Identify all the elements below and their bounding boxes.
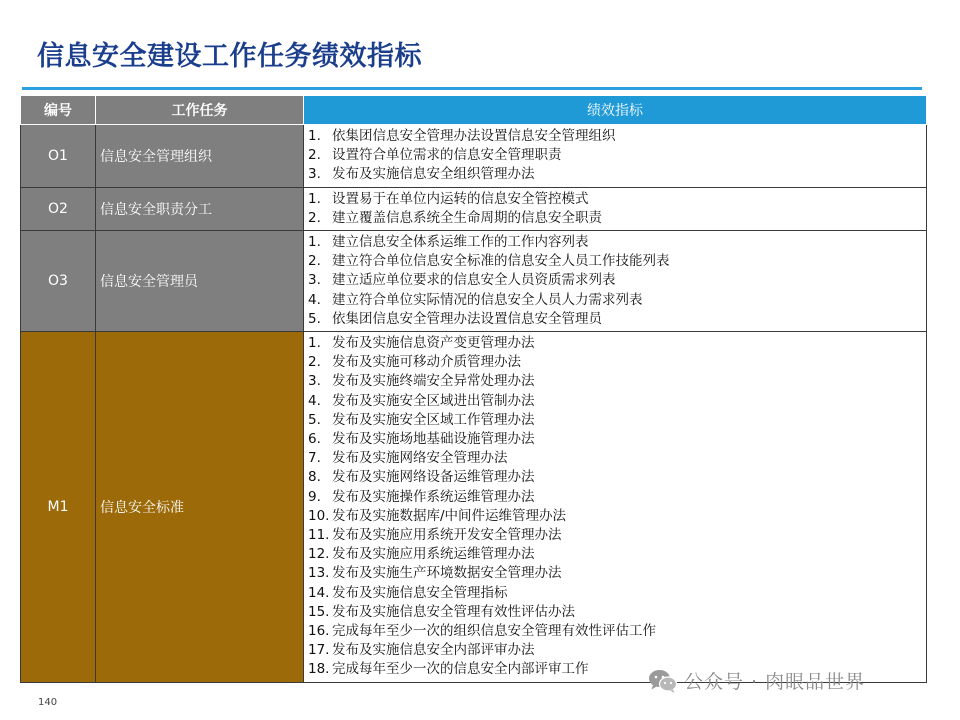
header-task: 工作任务 — [96, 96, 304, 125]
indicator-cell — [304, 231, 927, 332]
list-item — [308, 165, 926, 184]
item-number: 3. — [308, 373, 321, 390]
item-number: 1. — [308, 128, 321, 144]
indicator-cell — [304, 332, 927, 683]
item-text: 建立适应单位要求的信息安全人员资质需求列表 — [332, 272, 616, 289]
table-row — [21, 125, 927, 188]
list-item — [308, 430, 926, 449]
title-divider — [22, 87, 922, 90]
item-text: 发布及实施可移动介质管理办法 — [332, 354, 521, 371]
item-text: 发布及实施操作系统运维管理办法 — [332, 488, 535, 505]
item-text: 发布及实施应用系统运维管理办法 — [332, 546, 535, 563]
list-item — [308, 641, 926, 660]
task-name: 信息安全管理组织 — [96, 125, 304, 188]
item-number: 9. — [308, 488, 321, 505]
item-text: 发布及实施信息安全管理有效性评估办法 — [332, 603, 575, 620]
table-row — [21, 187, 927, 230]
item-text: 发布及实施场地基础设施管理办法 — [332, 431, 535, 448]
wechat-icon — [648, 668, 678, 694]
item-number: 8. — [308, 469, 321, 486]
list-item — [308, 603, 926, 622]
item-text: 完成每年至少一次的组织信息安全管理有效性评估工作 — [332, 623, 656, 640]
item-number: 13. — [308, 565, 330, 582]
item-number: 3. — [308, 272, 321, 289]
list-item — [308, 190, 926, 209]
kpi-table — [20, 95, 927, 683]
item-number: 15. — [308, 603, 330, 620]
indicator-list — [308, 190, 926, 228]
item-text: 发布及实施网络安全管理办法 — [332, 450, 508, 467]
item-number: 1. — [308, 234, 321, 251]
table-row — [21, 332, 927, 683]
item-number: 16. — [308, 623, 330, 640]
item-text: 设置易于在单位内运转的信息安全管控模式 — [332, 190, 589, 207]
list-item — [308, 411, 926, 430]
item-number: 2. — [308, 147, 321, 164]
list-item — [308, 449, 926, 468]
list-item — [308, 291, 926, 310]
task-code: O2 — [21, 187, 96, 230]
list-item — [308, 392, 926, 411]
list-item — [308, 507, 926, 526]
item-text: 发布及实施网络设备运维管理办法 — [332, 469, 535, 486]
task-name: 信息安全管理员 — [96, 231, 304, 332]
item-number: 5. — [308, 411, 321, 428]
table-body — [21, 125, 927, 683]
item-number: 14. — [308, 584, 330, 601]
list-item — [308, 209, 926, 228]
list-item — [308, 564, 926, 583]
task-code: O1 — [21, 125, 96, 188]
item-text: 依集团信息安全管理办法设置信息安全管理员 — [332, 310, 602, 327]
indicator-list — [308, 127, 926, 185]
item-number: 17. — [308, 642, 330, 659]
item-text: 发布及实施数据库/中间件运维管理办法 — [332, 507, 567, 524]
item-text: 发布及实施信息安全管理指标 — [332, 584, 508, 601]
item-text: 发布及实施信息资产变更管理办法 — [332, 335, 535, 352]
item-number: 4. — [308, 291, 321, 308]
list-item — [308, 146, 926, 165]
item-text: 发布及实施信息安全组织管理办法 — [332, 166, 535, 183]
indicator-list — [308, 334, 926, 680]
list-item — [308, 252, 926, 271]
item-text: 发布及实施终端安全异常处理办法 — [332, 373, 535, 390]
item-number: 1. — [308, 335, 321, 352]
header-indicators: 绩效指标 — [304, 96, 927, 125]
list-item — [308, 233, 926, 252]
item-number: 2. — [308, 209, 321, 226]
list-item — [308, 271, 926, 290]
list-item — [308, 545, 926, 564]
header-code: 编号 — [21, 96, 96, 125]
item-number: 11. — [308, 527, 330, 544]
item-number: 2. — [308, 253, 321, 270]
watermark-text: 公众号 · 肉眼品世界 — [684, 671, 866, 693]
table-row — [21, 231, 927, 332]
list-item — [308, 584, 926, 603]
item-text: 建立符合单位实际情况的信息安全人员人力需求列表 — [332, 291, 643, 308]
page-number: 140 — [38, 697, 58, 708]
item-text: 建立符合单位信息安全标准的信息安全人员工作技能列表 — [332, 253, 670, 270]
task-code: M1 — [21, 332, 96, 683]
item-number: 10. — [308, 507, 330, 524]
indicator-list — [308, 233, 926, 329]
item-text: 依集团信息安全管理办法设置信息安全管理组织 — [332, 128, 616, 144]
list-item — [308, 488, 926, 507]
task-name: 信息安全职责分工 — [96, 187, 304, 230]
task-name: 信息安全标准 — [96, 332, 304, 683]
list-item — [308, 526, 926, 545]
item-text: 建立覆盖信息系统全生命周期的信息安全职责 — [332, 209, 602, 226]
page-title: 信息安全建设工作任务绩效指标 — [37, 41, 422, 72]
item-text: 发布及实施生产环境数据安全管理办法 — [332, 565, 562, 582]
item-number: 3. — [308, 166, 321, 183]
item-number: 4. — [308, 392, 321, 409]
item-number: 5. — [308, 310, 321, 327]
item-number: 6. — [308, 431, 321, 448]
list-item — [308, 353, 926, 372]
item-number: 18. — [308, 661, 330, 678]
item-number: 2. — [308, 354, 321, 371]
list-item — [308, 468, 926, 487]
list-item — [308, 127, 926, 146]
indicator-cell — [304, 187, 927, 230]
list-item — [308, 334, 926, 353]
item-text: 发布及实施安全区域工作管理办法 — [332, 411, 535, 428]
item-number: 7. — [308, 450, 321, 467]
item-text: 发布及实施应用系统开发安全管理办法 — [332, 527, 562, 544]
indicator-cell — [304, 125, 927, 188]
item-text: 建立信息安全体系运维工作的工作内容列表 — [332, 234, 589, 251]
watermark — [648, 667, 865, 694]
list-item — [308, 622, 926, 641]
list-item — [308, 372, 926, 391]
list-item — [308, 310, 926, 329]
item-number: 12. — [308, 546, 330, 563]
item-text: 发布及实施信息安全内部评审办法 — [332, 642, 535, 659]
item-text: 设置符合单位需求的信息安全管理职责 — [332, 147, 562, 164]
item-number: 1. — [308, 190, 321, 207]
item-text: 完成每年至少一次的信息安全内部评审工作 — [332, 661, 589, 678]
task-code: O3 — [21, 231, 96, 332]
item-text: 发布及实施安全区域进出管制办法 — [332, 392, 535, 409]
table-header-row — [21, 96, 927, 125]
